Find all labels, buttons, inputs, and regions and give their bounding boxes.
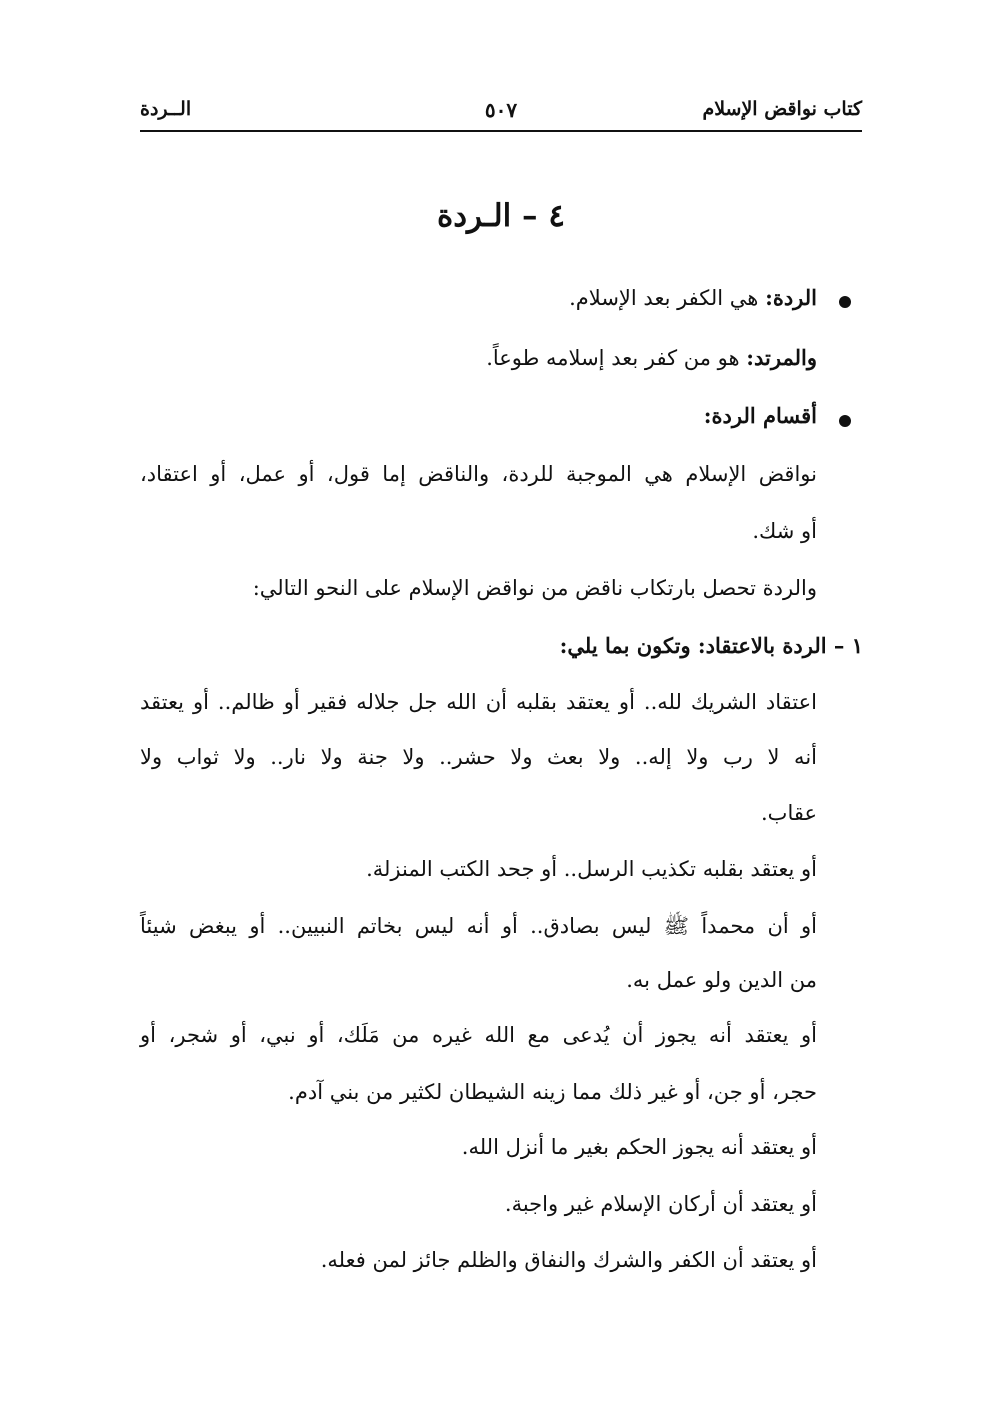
paragraph-line: من الدين ولو عمل به. (626, 968, 817, 992)
paragraph-line: أو يعتقد أنه يجوز أن يُدعى مع الله غيره من مَلَك، أو نبي، أو شجر، أو (140, 1023, 817, 1047)
definition-text: هي الكفر بعد الإسلام. (569, 286, 766, 310)
chapter-title: ٤ – الـردة (436, 198, 566, 234)
definition-term: والمرتد: (746, 345, 817, 370)
header-book-title: كتاب نواقض الإسلام (702, 98, 862, 120)
header-section-title: الــردة (140, 98, 192, 120)
paragraph-line: أو يعتقد أن أركان الإسلام غير واجبة. (504, 1192, 817, 1216)
header-page-number: ٥٠٧ (484, 98, 518, 122)
paragraph-line: نواقض الإسلام هي الموجبة للردة، والناقض إما قول، أو عمل، أو اعتقاد، (140, 462, 817, 486)
paragraph-line: حجر، أو جن، أو غير ذلك مما زينه الشيطان لكثير من بني آدم. (288, 1080, 817, 1104)
paragraph-line: والردة تحصل بارتكاب ناقض من نواقض الإسلام على النحو التالي: (252, 576, 817, 600)
paragraph-line: أو يعتقد بقلبه تكذيب الرسل.. أو جحد الكتب المنزلة. (366, 857, 817, 881)
paragraph-line: أو يعتقد أنه يجوز الحكم بغير ما أنزل الله. (461, 1135, 817, 1159)
paragraph-line: اعتقاد الشريك لله.. أو يعتقد بقلبه أن الله جل جلاله فقير أو ظالم.. أو يعتقد (140, 690, 817, 714)
bullet-icon (839, 415, 851, 427)
paragraph-line: أو أن محمداً ﷺ ليس بصادق.. أو أنه ليس بخاتم النبيين.. أو يبغض شيئاً (140, 914, 817, 938)
header-divider (140, 130, 862, 132)
definition-ridda (569, 285, 817, 310)
definition-murtad (486, 345, 817, 370)
running-header (140, 98, 862, 130)
item-heading: ١ – الردة بالاعتقاد: وتكون بما يلي: (559, 633, 863, 658)
paragraph-line: عقاب. (761, 801, 817, 825)
definition-term: الردة: (765, 285, 817, 310)
section-heading-aqsam: أقسام الردة: (703, 403, 817, 428)
bullet-icon (839, 296, 851, 308)
paragraph-line: أنه لا رب ولا إله.. ولا بعث ولا حشر.. ولا جنة ولا نار.. ولا ثواب ولا (140, 745, 817, 769)
paragraph-line: أو يعتقد أن الكفر والشرك والنفاق والظلم جائز لمن فعله. (320, 1248, 817, 1272)
definition-text: هو من كفر بعد إسلامه طوعاً. (486, 346, 747, 370)
paragraph-line: أو شك. (752, 519, 817, 543)
